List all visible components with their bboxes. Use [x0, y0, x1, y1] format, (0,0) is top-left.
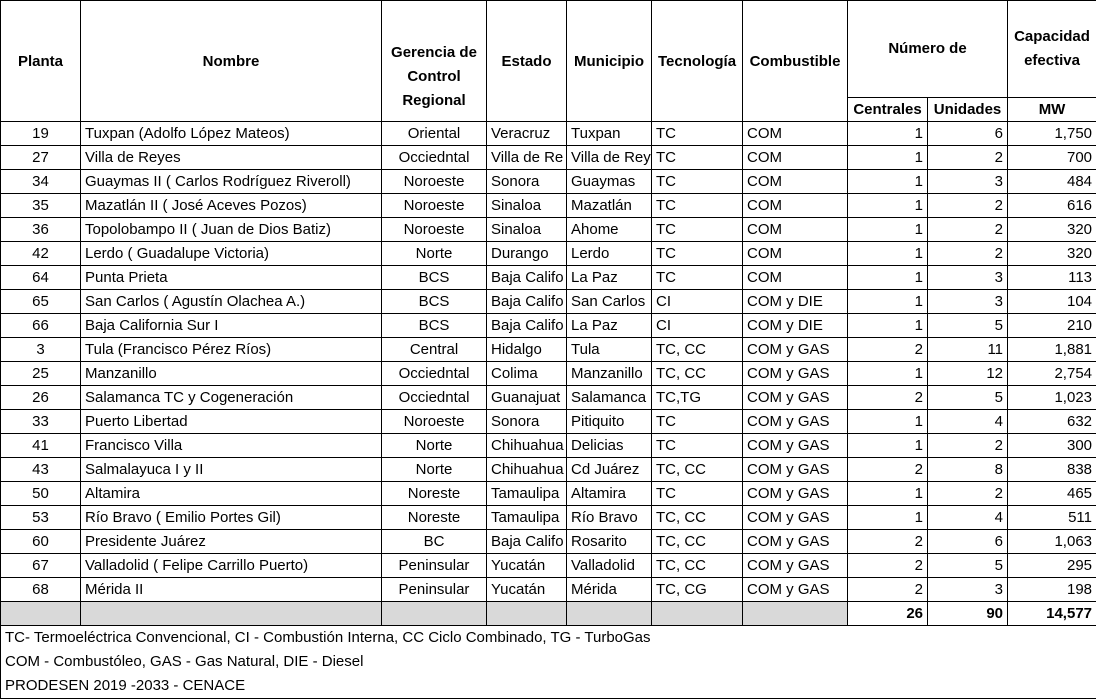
cell-centrales: 1 — [848, 170, 928, 194]
col-capacidad — [1008, 1, 1096, 98]
cell-municipio: Manzanillo — [567, 362, 652, 386]
cell-nombre: Manzanillo — [81, 362, 382, 386]
col-estado: Estado — [487, 1, 567, 122]
cell-tecnologia: TC,TG — [652, 386, 743, 410]
cell-tecnologia: TC — [652, 410, 743, 434]
cell-tecnologia: TC — [652, 146, 743, 170]
cell-tecnologia: TC — [652, 482, 743, 506]
cell-capacidad: 1,750 — [1008, 122, 1096, 146]
cell-capacidad: 198 — [1008, 578, 1096, 602]
cell-combustible: COM — [743, 242, 848, 266]
cell-planta: 65 — [1, 290, 81, 314]
cell-planta: 36 — [1, 218, 81, 242]
cell-combustible: COM y DIE — [743, 314, 848, 338]
table-row — [1, 506, 1096, 530]
cell-tecnologia: TC — [652, 122, 743, 146]
cell-unidades: 8 — [928, 458, 1008, 482]
cell-capacidad: 838 — [1008, 458, 1096, 482]
cell-capacidad: 511 — [1008, 506, 1096, 530]
cell-centrales: 2 — [848, 338, 928, 362]
cell-unidades: 5 — [928, 314, 1008, 338]
cell-combustible: COM y DIE — [743, 290, 848, 314]
cell-capacidad: 700 — [1008, 146, 1096, 170]
cell-centrales: 1 — [848, 410, 928, 434]
cell-combustible: COM — [743, 122, 848, 146]
cell-planta: 19 — [1, 122, 81, 146]
table-row — [1, 290, 1096, 314]
cell-tecnologia: TC, CG — [652, 578, 743, 602]
cell-estado: Baja Califo — [487, 290, 567, 314]
cell-estado: Sonora — [487, 410, 567, 434]
cell-centrales: 1 — [848, 314, 928, 338]
cell-planta: 42 — [1, 242, 81, 266]
cell-estado: Tamaulipa — [487, 506, 567, 530]
cell-tecnologia: TC — [652, 242, 743, 266]
cell-centrales: 1 — [848, 194, 928, 218]
cell-combustible: COM y GAS — [743, 530, 848, 554]
cell-tecnologia: TC — [652, 434, 743, 458]
table-row — [1, 578, 1096, 602]
table-row — [1, 482, 1096, 506]
cell-nombre: Topolobampo II ( Juan de Dios Batiz) — [81, 218, 382, 242]
cell-municipio: Altamira — [567, 482, 652, 506]
table-row — [1, 458, 1096, 482]
table-row — [1, 266, 1096, 290]
capacidad-line2: efectiva — [1012, 49, 1092, 73]
col-municipio: Municipio — [567, 1, 652, 122]
totals-row — [1, 602, 1096, 626]
cell-combustible: COM y GAS — [743, 410, 848, 434]
cell-combustible: COM y GAS — [743, 362, 848, 386]
cell-municipio: Tula — [567, 338, 652, 362]
table-row — [1, 146, 1096, 170]
cell-unidades: 2 — [928, 194, 1008, 218]
cell-municipio: Río Bravo — [567, 506, 652, 530]
cell-nombre: Salmalayuca I y II — [81, 458, 382, 482]
cell-nombre: San Carlos ( Agustín Olachea A.) — [81, 290, 382, 314]
cell-nombre: Tuxpan (Adolfo López Mateos) — [81, 122, 382, 146]
cell-unidades: 3 — [928, 578, 1008, 602]
cell-nombre: Guaymas II ( Carlos Rodríguez Riveroll) — [81, 170, 382, 194]
cell-municipio: Villa de Rey — [567, 146, 652, 170]
table-row — [1, 338, 1096, 362]
cell-unidades: 3 — [928, 290, 1008, 314]
cell-centrales: 1 — [848, 290, 928, 314]
cell-unidades: 2 — [928, 434, 1008, 458]
cell-nombre: Presidente Juárez — [81, 530, 382, 554]
cell-planta: 53 — [1, 506, 81, 530]
cell-centrales: 1 — [848, 434, 928, 458]
cell-gerencia: Noroeste — [382, 218, 487, 242]
table-row — [1, 410, 1096, 434]
cell-planta: 50 — [1, 482, 81, 506]
cell-estado: Sonora — [487, 170, 567, 194]
cell-centrales: 1 — [848, 482, 928, 506]
cell-tecnologia: CI — [652, 314, 743, 338]
table-row — [1, 194, 1096, 218]
cell-planta: 34 — [1, 170, 81, 194]
col-combustible: Combustible — [743, 1, 848, 122]
cell-combustible: COM y GAS — [743, 338, 848, 362]
cell-centrales: 1 — [848, 506, 928, 530]
cell-municipio: Tuxpan — [567, 122, 652, 146]
cell-centrales: 1 — [848, 266, 928, 290]
note-source: PRODESEN 2019 -2033 - CENACE — [5, 674, 1096, 698]
table-row — [1, 122, 1096, 146]
cell-centrales: 1 — [848, 218, 928, 242]
capacidad-line1: Capacidad — [1012, 25, 1092, 49]
cell-capacidad: 465 — [1008, 482, 1096, 506]
cell-unidades: 2 — [928, 218, 1008, 242]
cell-centrales: 2 — [848, 458, 928, 482]
cell-nombre: Mérida II — [81, 578, 382, 602]
cell-estado: Sinaloa — [487, 218, 567, 242]
cell-planta: 64 — [1, 266, 81, 290]
cell-unidades: 2 — [928, 242, 1008, 266]
cell-nombre: Villa de Reyes — [81, 146, 382, 170]
cell-estado: Yucatán — [487, 554, 567, 578]
cell-combustible: COM — [743, 170, 848, 194]
cell-nombre: Baja California Sur I — [81, 314, 382, 338]
cell-nombre: Mazatlán II ( José Aceves Pozos) — [81, 194, 382, 218]
cell-planta: 67 — [1, 554, 81, 578]
cell-planta: 60 — [1, 530, 81, 554]
cell-unidades: 2 — [928, 146, 1008, 170]
cell-planta: 43 — [1, 458, 81, 482]
cell-unidades: 12 — [928, 362, 1008, 386]
cell-estado: Yucatán — [487, 578, 567, 602]
cell-tecnologia: TC, CC — [652, 530, 743, 554]
cell-centrales: 2 — [848, 578, 928, 602]
cell-municipio: Salamanca — [567, 386, 652, 410]
cell-nombre: Altamira — [81, 482, 382, 506]
cell-capacidad: 210 — [1008, 314, 1096, 338]
cell-planta: 66 — [1, 314, 81, 338]
cell-capacidad: 1,881 — [1008, 338, 1096, 362]
cell-unidades: 4 — [928, 410, 1008, 434]
cell-capacidad: 104 — [1008, 290, 1096, 314]
notes-block — [0, 626, 1096, 699]
cell-municipio: Mérida — [567, 578, 652, 602]
gerencia-line2: Control — [386, 65, 482, 89]
table-row — [1, 314, 1096, 338]
cell-tecnologia: TC — [652, 194, 743, 218]
table-row — [1, 170, 1096, 194]
cell-unidades: 4 — [928, 506, 1008, 530]
cell-planta: 35 — [1, 194, 81, 218]
cell-capacidad: 1,023 — [1008, 386, 1096, 410]
cell-tecnologia: TC — [652, 170, 743, 194]
cell-capacidad: 113 — [1008, 266, 1096, 290]
cell-estado: Veracruz — [487, 122, 567, 146]
total-centrales: 26 — [848, 602, 928, 626]
cell-combustible: COM y GAS — [743, 578, 848, 602]
cell-centrales: 1 — [848, 122, 928, 146]
cell-nombre: Salamanca TC y Cogeneración — [81, 386, 382, 410]
cell-estado: Sinaloa — [487, 194, 567, 218]
cell-centrales: 2 — [848, 554, 928, 578]
cell-tecnologia: TC, CC — [652, 506, 743, 530]
cell-unidades: 2 — [928, 482, 1008, 506]
cell-planta: 3 — [1, 338, 81, 362]
table-row — [1, 362, 1096, 386]
cell-nombre: Valladolid ( Felipe Carrillo Puerto) — [81, 554, 382, 578]
cell-centrales: 1 — [848, 362, 928, 386]
table-row — [1, 386, 1096, 410]
note-tech: TC- Termoeléctrica Convencional, CI - Combustión Interna, CC Ciclo Combinado, TG - TurboGas — [5, 626, 1096, 650]
cell-nombre: Puerto Libertad — [81, 410, 382, 434]
cell-estado: Durango — [487, 242, 567, 266]
cell-capacidad: 632 — [1008, 410, 1096, 434]
cell-gerencia: Central — [382, 338, 487, 362]
col-centrales: Centrales — [848, 97, 928, 121]
cell-combustible: COM — [743, 146, 848, 170]
cell-tecnologia: TC, CC — [652, 362, 743, 386]
cell-gerencia: Occiedntal — [382, 386, 487, 410]
col-planta: Planta — [1, 1, 81, 122]
cell-estado: Colima — [487, 362, 567, 386]
cell-planta: 41 — [1, 434, 81, 458]
col-numero-de: Número de — [848, 1, 1008, 98]
cell-estado: Chihuahua — [487, 458, 567, 482]
header-row — [1, 1, 1096, 98]
cell-capacidad: 2,754 — [1008, 362, 1096, 386]
cell-municipio: Delicias — [567, 434, 652, 458]
cell-estado: Hidalgo — [487, 338, 567, 362]
cell-gerencia: Norte — [382, 242, 487, 266]
cell-centrales: 2 — [848, 530, 928, 554]
cell-estado: Baja Califo — [487, 314, 567, 338]
cell-unidades: 11 — [928, 338, 1008, 362]
cell-capacidad: 1,063 — [1008, 530, 1096, 554]
table-row — [1, 530, 1096, 554]
cell-municipio: Guaymas — [567, 170, 652, 194]
total-unidades: 90 — [928, 602, 1008, 626]
gerencia-line3: Regional — [386, 89, 482, 113]
cell-gerencia: Noroeste — [382, 170, 487, 194]
cell-tecnologia: TC, CC — [652, 458, 743, 482]
cell-tecnologia: TC — [652, 266, 743, 290]
cell-capacidad: 484 — [1008, 170, 1096, 194]
cell-combustible: COM y GAS — [743, 554, 848, 578]
cell-capacidad: 295 — [1008, 554, 1096, 578]
table-row — [1, 242, 1096, 266]
cell-planta: 26 — [1, 386, 81, 410]
col-gerencia — [382, 1, 487, 122]
cell-estado: Baja Califo — [487, 266, 567, 290]
cell-gerencia: Peninsular — [382, 554, 487, 578]
cell-unidades: 3 — [928, 170, 1008, 194]
cell-gerencia: Noroeste — [382, 410, 487, 434]
note-fuel: COM - Combustóleo, GAS - Gas Natural, DIE - Diesel — [5, 650, 1096, 674]
cell-planta: 68 — [1, 578, 81, 602]
cell-combustible: COM — [743, 266, 848, 290]
cell-estado: Tamaulipa — [487, 482, 567, 506]
cell-planta: 33 — [1, 410, 81, 434]
cell-estado: Chihuahua — [487, 434, 567, 458]
cell-centrales: 2 — [848, 386, 928, 410]
cell-centrales: 1 — [848, 242, 928, 266]
cell-municipio: San Carlos — [567, 290, 652, 314]
cell-nombre: Lerdo ( Guadalupe Victoria) — [81, 242, 382, 266]
cell-centrales: 1 — [848, 146, 928, 170]
cell-municipio: Lerdo — [567, 242, 652, 266]
cell-gerencia: Occiedntal — [382, 146, 487, 170]
cell-gerencia: Norte — [382, 458, 487, 482]
cell-unidades: 6 — [928, 122, 1008, 146]
cell-gerencia: Noroeste — [382, 194, 487, 218]
col-tecnologia: Tecnología — [652, 1, 743, 122]
cell-combustible: COM y GAS — [743, 506, 848, 530]
cell-combustible: COM y GAS — [743, 482, 848, 506]
cell-planta: 27 — [1, 146, 81, 170]
table-row — [1, 554, 1096, 578]
col-mw: MW — [1008, 97, 1096, 121]
cell-municipio: Pitiquito — [567, 410, 652, 434]
cell-gerencia: Noreste — [382, 482, 487, 506]
cell-gerencia: Oriental — [382, 122, 487, 146]
cell-capacidad: 616 — [1008, 194, 1096, 218]
cell-municipio: Cd Juárez — [567, 458, 652, 482]
cell-combustible: COM y GAS — [743, 386, 848, 410]
cell-combustible: COM — [743, 218, 848, 242]
cell-nombre: Tula (Francisco Pérez Ríos) — [81, 338, 382, 362]
cell-unidades: 5 — [928, 554, 1008, 578]
cell-estado: Baja Califo — [487, 530, 567, 554]
cell-municipio: Ahome — [567, 218, 652, 242]
gerencia-line1: Gerencia de — [386, 41, 482, 65]
cell-unidades: 6 — [928, 530, 1008, 554]
cell-combustible: COM — [743, 194, 848, 218]
cell-gerencia: BCS — [382, 314, 487, 338]
cell-combustible: COM y GAS — [743, 434, 848, 458]
col-nombre: Nombre — [81, 1, 382, 122]
cell-municipio: Mazatlán — [567, 194, 652, 218]
cell-municipio: Valladolid — [567, 554, 652, 578]
cell-capacidad: 320 — [1008, 218, 1096, 242]
cell-gerencia: Noreste — [382, 506, 487, 530]
cell-unidades: 5 — [928, 386, 1008, 410]
cell-nombre: Río Bravo ( Emilio Portes Gil) — [81, 506, 382, 530]
cell-nombre: Punta Prieta — [81, 266, 382, 290]
cell-estado: Villa de Re — [487, 146, 567, 170]
table-row — [1, 218, 1096, 242]
cell-tecnologia: CI — [652, 290, 743, 314]
cell-unidades: 3 — [928, 266, 1008, 290]
cell-gerencia: Occiedntal — [382, 362, 487, 386]
cell-planta: 25 — [1, 362, 81, 386]
cell-estado: Guanajuat — [487, 386, 567, 410]
cell-gerencia: BC — [382, 530, 487, 554]
table-row — [1, 434, 1096, 458]
cell-tecnologia: TC, CC — [652, 554, 743, 578]
cell-gerencia: Norte — [382, 434, 487, 458]
cell-gerencia: BCS — [382, 290, 487, 314]
cell-tecnologia: TC, CC — [652, 338, 743, 362]
cell-gerencia: BCS — [382, 266, 487, 290]
cell-tecnologia: TC — [652, 218, 743, 242]
cell-capacidad: 300 — [1008, 434, 1096, 458]
cell-nombre: Francisco Villa — [81, 434, 382, 458]
cell-municipio: Rosarito — [567, 530, 652, 554]
cell-gerencia: Peninsular — [382, 578, 487, 602]
cell-municipio: La Paz — [567, 266, 652, 290]
total-capacidad: 14,577 — [1008, 602, 1096, 626]
cell-municipio: La Paz — [567, 314, 652, 338]
cell-capacidad: 320 — [1008, 242, 1096, 266]
cell-combustible: COM y GAS — [743, 458, 848, 482]
col-unidades: Unidades — [928, 97, 1008, 121]
